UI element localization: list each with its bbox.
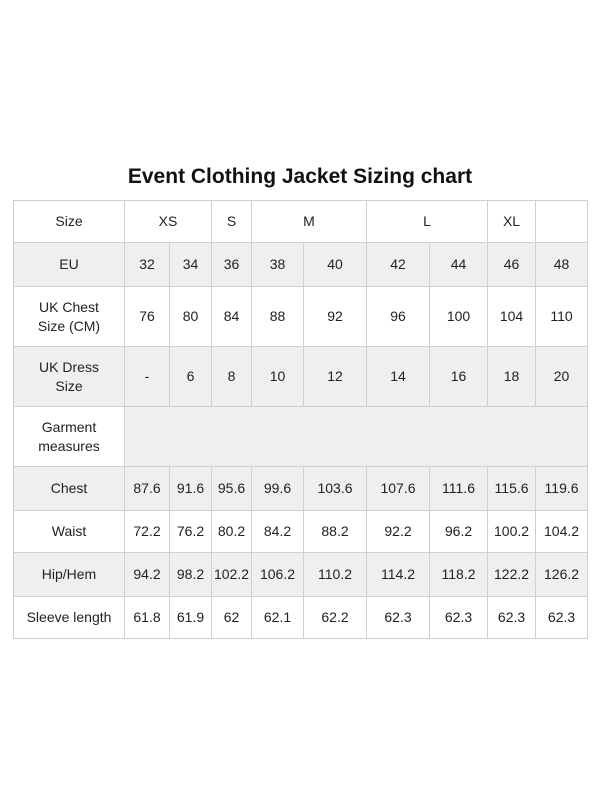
uk-chest-label-line1: UK Chest: [39, 298, 99, 315]
size-group-l: L: [367, 201, 488, 243]
table-cell: 102.2: [212, 553, 252, 597]
table-cell: 94.2: [125, 553, 170, 597]
table-cell: 95.6: [212, 467, 252, 511]
table-cell: 84.2: [252, 511, 304, 553]
table-cell: 99.6: [252, 467, 304, 511]
table-cell: 62.3: [536, 597, 588, 639]
size-group-xs: XS: [125, 201, 212, 243]
size-group-xl: XL: [488, 201, 536, 243]
uk-dress-label-line2: Size: [55, 377, 83, 394]
table-cell: 6: [170, 347, 212, 407]
uk-chest-label: [14, 287, 125, 347]
table-cell: 92: [304, 287, 367, 347]
table-cell: 103.6: [304, 467, 367, 511]
table-cell: 118.2: [430, 553, 488, 597]
table-cell: 88.2: [304, 511, 367, 553]
hip-hem-row: [14, 553, 588, 597]
table-cell: 126.2: [536, 553, 588, 597]
table-cell: 16: [430, 347, 488, 407]
table-cell: 91.6: [170, 467, 212, 511]
table-cell: 40: [304, 243, 367, 287]
sizing-table: [13, 200, 588, 639]
table-cell: 114.2: [367, 553, 430, 597]
table-cell: 84: [212, 287, 252, 347]
table-cell: 100: [430, 287, 488, 347]
waist-label: Waist: [14, 511, 125, 553]
garment-measures-label: [14, 407, 125, 467]
table-cell: 18: [488, 347, 536, 407]
size-group-m: M: [252, 201, 367, 243]
table-cell: 62.1: [252, 597, 304, 639]
table-cell: 104: [488, 287, 536, 347]
size-header-label: Size: [14, 201, 125, 243]
table-cell: 96: [367, 287, 430, 347]
chest-label: Chest: [14, 467, 125, 511]
table-cell: 115.6: [488, 467, 536, 511]
table-cell: 104.2: [536, 511, 588, 553]
table-cell: 98.2: [170, 553, 212, 597]
table-cell: 62.3: [488, 597, 536, 639]
table-cell: 38: [252, 243, 304, 287]
table-cell: 72.2: [125, 511, 170, 553]
size-group-blank: [536, 201, 588, 243]
sleeve-length-row: [14, 597, 588, 639]
table-cell: 62.3: [430, 597, 488, 639]
table-cell: 80.2: [212, 511, 252, 553]
table-cell: 34: [170, 243, 212, 287]
table-cell: 88: [252, 287, 304, 347]
table-cell: 32: [125, 243, 170, 287]
table-cell: 76: [125, 287, 170, 347]
table-cell: 92.2: [367, 511, 430, 553]
uk-dress-label: [14, 347, 125, 407]
table-cell: 110: [536, 287, 588, 347]
table-cell: 122.2: [488, 553, 536, 597]
table-cell: 119.6: [536, 467, 588, 511]
garment-label-line2: measures: [38, 437, 100, 454]
uk-dress-label-line1: UK Dress: [39, 358, 99, 375]
table-cell: 10: [252, 347, 304, 407]
table-cell: 48: [536, 243, 588, 287]
table-cell: 96.2: [430, 511, 488, 553]
table-cell: 8: [212, 347, 252, 407]
table-cell: 61.9: [170, 597, 212, 639]
size-header-row: [14, 201, 588, 243]
chart-title: Event Clothing Jacket Sizing chart: [127, 165, 473, 188]
uk-chest-label-line2: Size (CM): [37, 317, 101, 334]
table-cell: 61.8: [125, 597, 170, 639]
table-cell: 87.6: [125, 467, 170, 511]
table-cell: 12: [304, 347, 367, 407]
table-cell: 111.6: [430, 467, 488, 511]
table-cell: 106.2: [252, 553, 304, 597]
table-cell: 62.2: [304, 597, 367, 639]
table-cell: 80: [170, 287, 212, 347]
table-cell: 44: [430, 243, 488, 287]
table-cell: 100.2: [488, 511, 536, 553]
uk-chest-row: [14, 287, 588, 347]
table-cell: 62.3: [367, 597, 430, 639]
eu-row: [14, 243, 588, 287]
garment-measures-row: [14, 407, 588, 467]
chest-row: [14, 467, 588, 511]
garment-label-line1: Garment: [41, 418, 97, 435]
hip-hem-label: Hip/Hem: [14, 553, 125, 597]
table-cell: 107.6: [367, 467, 430, 511]
waist-row: [14, 511, 588, 553]
uk-dress-row: [14, 347, 588, 407]
eu-label: EU: [14, 243, 125, 287]
table-cell: 42: [367, 243, 430, 287]
sleeve-length-label: Sleeve length: [14, 597, 125, 639]
size-group-s: S: [212, 201, 252, 243]
table-cell: 20: [536, 347, 588, 407]
table-cell: 46: [488, 243, 536, 287]
table-cell: 36: [212, 243, 252, 287]
garment-blank-cell: [125, 407, 588, 467]
table-cell: 62: [212, 597, 252, 639]
table-cell: -: [125, 347, 170, 407]
table-cell: 14: [367, 347, 430, 407]
table-cell: 110.2: [304, 553, 367, 597]
table-cell: 76.2: [170, 511, 212, 553]
